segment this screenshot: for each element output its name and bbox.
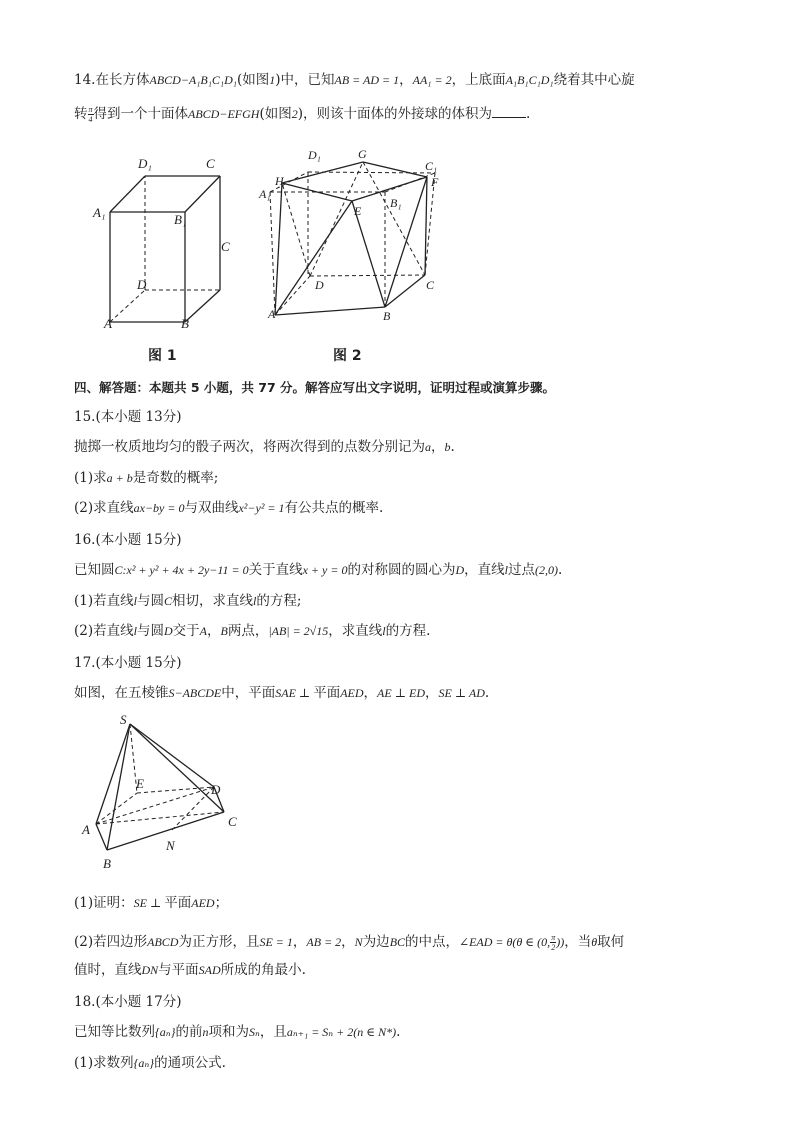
q14-text: ，上底面 xyxy=(451,72,506,88)
q17-text: 中，平面 xyxy=(221,685,276,701)
q18-formula-recurrence: aₙ₊₁ = Sₙ + 2(n ∈ N*) xyxy=(286,1025,397,1039)
label-b: B xyxy=(181,316,189,331)
label-e: E xyxy=(354,204,362,218)
fraction-denominator: 4 xyxy=(88,115,93,124)
q14-formula-top-face: A₁B₁C₁D₁ xyxy=(505,73,554,87)
q15-formula-sum: a + b xyxy=(106,471,133,485)
q16-text: 与圆 xyxy=(136,623,164,639)
q18-text: ，且 xyxy=(259,1024,287,1040)
q17-part-1 xyxy=(74,893,228,913)
q16-text: 交于 xyxy=(172,623,200,639)
q14-text: )中，已知 xyxy=(275,72,335,88)
label-n: N xyxy=(166,838,175,853)
q14-text: (如图 xyxy=(236,72,270,88)
label-a: A xyxy=(268,307,276,321)
cuboid-solid-edges xyxy=(110,176,220,322)
q14-formula-decahedron: ABCD−EFGH xyxy=(188,107,260,121)
label-d: D xyxy=(211,782,221,797)
q18-text: . xyxy=(396,1024,401,1040)
q14-fig-ref: 2 xyxy=(291,107,298,121)
var-theta: θ xyxy=(591,935,598,949)
q17-formula-angle-end: )) xyxy=(556,935,565,949)
decahedron-solid-edges xyxy=(275,162,427,315)
q14-text: (如图 xyxy=(259,106,292,122)
q14-text: ， xyxy=(399,72,413,88)
var-b: b xyxy=(444,440,451,454)
q17-formula-aed: AED xyxy=(340,686,364,700)
q14-text: )，则该十面体的外接球的体积为 xyxy=(297,106,492,122)
figure-2-caption: 图 2 xyxy=(333,348,362,364)
cuboid-hidden-edges xyxy=(110,176,220,322)
q15-formula-hyperbola: x²−y² = 1 xyxy=(238,501,285,515)
q16-text: (1)若直线 xyxy=(74,593,134,609)
q15-stem xyxy=(74,437,455,457)
var-l: l xyxy=(252,594,257,608)
q15-text: 与双曲线 xyxy=(184,500,239,516)
var-a: A xyxy=(199,624,207,638)
q16-text: 的方程; xyxy=(256,593,302,609)
var-a: a xyxy=(425,440,431,454)
q14-formula-cuboid: ABCD−A₁B₁C₁D₁ xyxy=(149,73,237,87)
q17-text: (2)若四边形 xyxy=(74,934,148,950)
q16-text: 与圆 xyxy=(136,593,164,609)
q17-formula-angle: ∠EAD = θ(θ ∈ (0, xyxy=(459,935,551,949)
q17-formula-dn: DN xyxy=(141,963,159,977)
q16-formula-circle: C:x² + y² + 4x + 2y−11 = 0 xyxy=(114,563,249,577)
q17-formula-se-ad: SE ⊥ AD xyxy=(438,686,485,700)
figure-pentagonal-pyramid xyxy=(74,712,254,877)
fraction-numerator: π xyxy=(551,933,556,942)
decahedron-hidden-edges xyxy=(270,162,435,315)
q17-text: 平面 xyxy=(164,895,192,911)
q17-formula-sad: SAD xyxy=(198,963,221,977)
var-l: l xyxy=(133,624,137,638)
q16-stem xyxy=(74,560,562,580)
q17-part-2 xyxy=(74,932,624,952)
q17-stem xyxy=(74,683,489,703)
q16-text: 两点， xyxy=(227,623,269,639)
q18-title: 18.(本小题 17分) xyxy=(74,994,182,1010)
q17-text: 如图，在五棱锥 xyxy=(74,685,169,701)
label-c: C xyxy=(426,278,435,292)
fraction-denominator: 2 xyxy=(551,943,556,952)
label-b: B xyxy=(103,856,111,871)
q17-text: 证明： xyxy=(93,895,134,911)
section-4-heading: 四、解答题：本题共 5 小题，共 77 分。解答应写出文字说明，证明过程或演算步骤。 xyxy=(74,380,556,395)
q14-line-2 xyxy=(74,104,530,124)
q14-text: . xyxy=(526,106,531,122)
var-d: D xyxy=(163,624,173,638)
q18-stem xyxy=(74,1022,400,1042)
q17-text: ， xyxy=(363,685,378,701)
var-b: B xyxy=(220,624,228,638)
q17-text: ， xyxy=(425,685,439,701)
q15-part-2 xyxy=(74,498,383,518)
label-a1: A₁ xyxy=(259,187,271,201)
q17-text: ， xyxy=(292,934,307,950)
q16-text: ， xyxy=(206,623,221,639)
q17-formula-ab-2: AB = 2 xyxy=(306,935,342,949)
q17-formula-bc: BC xyxy=(389,935,406,949)
q17-formula-aed: AED xyxy=(191,896,215,910)
label-a: A xyxy=(104,316,112,331)
q18-formula-sequence: {aₙ} xyxy=(133,1056,155,1070)
label-a: A xyxy=(82,822,90,837)
figure-2-decahedron xyxy=(255,140,455,340)
q18-text: 项和为 xyxy=(208,1024,249,1040)
q17-formula-sae: SAE ⊥ xyxy=(275,686,314,700)
q14-text: 转 xyxy=(74,106,88,122)
q14-formula-ab-ad: AB = AD = 1 xyxy=(334,73,400,87)
q16-part-2 xyxy=(74,621,430,641)
q16-formula-chord: |AB| = 2√15 xyxy=(268,624,329,638)
var-n: N xyxy=(354,935,363,949)
q14-formula-aa1: AA₁ = 2 xyxy=(412,73,452,87)
q16-text: ，求直线 xyxy=(328,623,383,639)
var-l: l xyxy=(133,594,137,608)
q14-number-text: 14.在长方体 xyxy=(74,72,150,88)
label-c1: C xyxy=(206,156,215,171)
q16-point: (2,0) xyxy=(534,563,558,577)
q16-text: 的对称圆的圆心为 xyxy=(347,562,456,578)
q17-text: 所成的角最小. xyxy=(220,962,306,978)
q17-text: 值时，直线 xyxy=(74,962,142,978)
q16-title: 16.(本小题 15分) xyxy=(74,532,182,548)
q17-formula-se-1: SE = 1 xyxy=(259,935,293,949)
q17-text: ； xyxy=(214,895,229,911)
q17-text: (1) xyxy=(74,895,94,911)
label-f: F xyxy=(431,175,439,189)
q18-formula-sequence: {aₙ} xyxy=(155,1025,176,1039)
q18-text: (1) xyxy=(74,1055,94,1071)
q17-text: 为正方形，且 xyxy=(178,934,260,950)
var-c: C xyxy=(163,594,172,608)
label-g: G xyxy=(358,147,367,161)
pyramid-hidden-edges xyxy=(96,724,224,831)
answer-blank[interactable] xyxy=(492,105,526,118)
q16-text: 过点 xyxy=(507,562,535,578)
label-a1: A₁ xyxy=(93,205,106,220)
q17-text: ， xyxy=(341,934,355,950)
var-n: n xyxy=(202,1025,209,1039)
label-e: E xyxy=(136,776,144,791)
label-b1: B₁ xyxy=(390,196,402,210)
q17-text: . xyxy=(484,685,490,701)
q16-text: 的方程. xyxy=(385,623,431,639)
label-d: D xyxy=(137,277,147,292)
q18-text: 求数列 xyxy=(93,1055,134,1071)
label-c: C xyxy=(221,239,230,254)
q18-text: 的前 xyxy=(175,1024,203,1040)
q16-text: 相切，求直线 xyxy=(171,593,253,609)
q18-formula-sn: Sₙ xyxy=(248,1025,260,1039)
var-l: l xyxy=(382,624,386,638)
q17-text: 的中点， xyxy=(405,934,460,950)
q17-part-2-cont xyxy=(74,960,306,980)
q17-formula-pyramid: S−ABCDE xyxy=(168,686,222,700)
q17-formula-ae-ed: AE ⊥ ED xyxy=(377,686,425,700)
q17-text: ，当 xyxy=(564,934,592,950)
q15-text: . xyxy=(450,439,455,455)
q17-text: 与平面 xyxy=(158,962,199,978)
q17-formula-abcd: ABCD xyxy=(147,935,179,949)
var-l: l xyxy=(504,563,508,577)
figure-1-cuboid xyxy=(90,150,250,340)
label-d1: D₁ xyxy=(138,156,152,171)
label-b1: B₁ xyxy=(174,212,187,227)
q16-part-1 xyxy=(74,591,301,611)
q16-text: 关于直线 xyxy=(248,562,303,578)
label-c: C xyxy=(228,814,237,829)
q15-text: 有公共点的概率. xyxy=(284,500,384,516)
q15-text: ， xyxy=(431,439,445,455)
q17-formula-se: SE ⊥ xyxy=(133,896,165,910)
label-h: H xyxy=(275,174,284,188)
q18-part-1 xyxy=(74,1053,226,1073)
var-d: D xyxy=(455,563,465,577)
q15-text: 抛掷一枚质地均匀的骰子两次，将两次得到的点数分别记为 xyxy=(74,439,425,455)
pyramid-solid-edges xyxy=(96,724,224,850)
q14-line-1 xyxy=(74,70,635,90)
q17-text: 平面 xyxy=(313,685,341,701)
q16-formula-line: x + y = 0 xyxy=(302,563,348,577)
q15-text: (2)求直线 xyxy=(74,500,134,516)
label-c1: C₁ xyxy=(425,159,438,173)
q15-text: (1)求 xyxy=(74,470,107,486)
q14-fig-ref: 1 xyxy=(269,73,276,87)
fraction-numerator: π xyxy=(88,105,93,114)
q16-text: 已知圆 xyxy=(74,562,115,578)
q14-text: 绕着其中心旋 xyxy=(553,72,635,88)
q15-formula-line: ax−by = 0 xyxy=(133,501,185,515)
q17-text: 为边 xyxy=(362,934,390,950)
q16-text: . xyxy=(557,562,563,578)
label-b: B xyxy=(383,309,391,323)
q18-text: 已知等比数列 xyxy=(74,1024,155,1040)
q17-text: 取何 xyxy=(597,934,625,950)
q15-title: 15.(本小题 13分) xyxy=(74,409,182,425)
label-s: S xyxy=(120,712,127,727)
label-d: D xyxy=(315,278,324,292)
q17-title: 17.(本小题 15分) xyxy=(74,655,182,671)
q15-part-1 xyxy=(74,468,218,488)
q15-text: 是奇数的概率; xyxy=(132,470,219,486)
q16-text: ，直线 xyxy=(464,562,505,578)
label-d1: D₁ xyxy=(308,148,321,162)
q16-text: (2)若直线 xyxy=(74,623,134,639)
figure-1-caption: 图 1 xyxy=(148,348,177,364)
q18-text: 的通项公式. xyxy=(154,1055,226,1071)
q14-text: 得到一个十面体 xyxy=(93,106,189,122)
